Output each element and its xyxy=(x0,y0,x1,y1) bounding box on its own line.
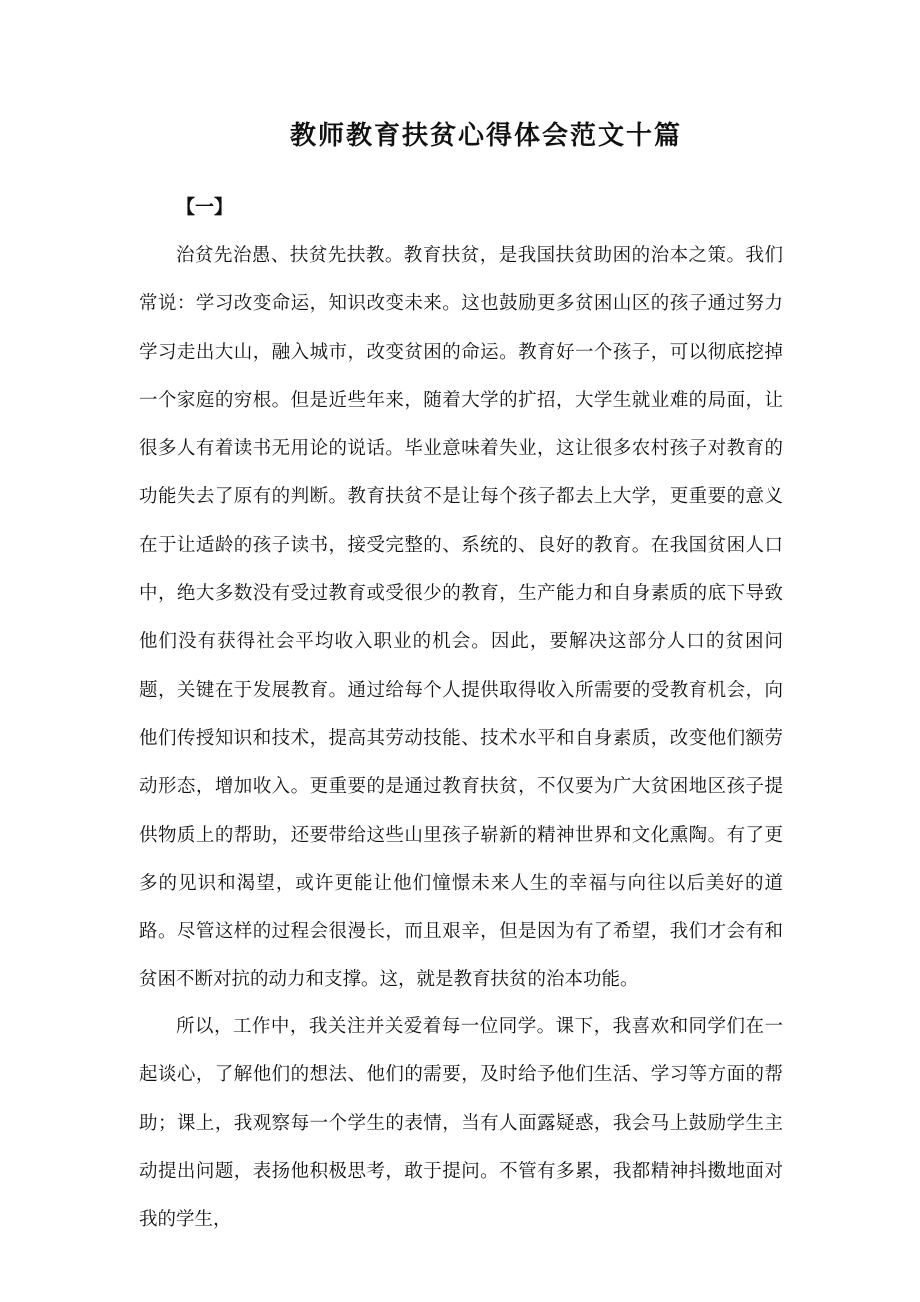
body-paragraph: 治贫先治愚、扶贫先扶教。教育扶贫，是我国扶贫助困的治本之策。我们常说：学习改变命运，知识改变未来。这也鼓励更多贫困山区的孩子通过努力学习走出大山，融入城市，改变贫困的命运。教育好一个孩子，可以彻底挖掉一个家庭的穷根。但是近些年来，随着大学的扩招，大学生就业难的局面，让很多人有着读书无用论的说话。毕业意味着失业，这让很多农村孩子对教育的功能失去了原有的判断。教育扶贫不是让每个孩子都去上大学，更重要的意义在于让适龄的孩子读书，接受完整的、系统的、良好的教育。在我国贫困人口中，绝大多数没有受过教育或受很少的教育，生产能力和自身素质的底下导致他们没有获得社会平均收入职业的机会。因此，要解决这部分人口的贫困问题，关键在于发展教育。通过给每个人提供取得收入所需要的受教育机会，向他们传授知识和技术，提高其劳动技能、技术水平和自身素质，改变他们额劳动形态，增加收入。更重要的是通过教育扶贫，不仅要为广大贫困地区孩子提供物质上的帮助，还要带给这些山里孩子崭新的精神世界和文化熏陶。有了更多的见识和渴望，或许更能让他们憧憬未来人生的幸福与向往以后美好的道路。尽管这样的过程会很漫长，而且艰辛，但是因为有了希望，我们才会有和贫困不断对抗的动力和支撑。这，就是教育扶贫的治本功能。 xyxy=(139,245,783,991)
document-title: 教师教育扶贫心得体会范文十篇 xyxy=(289,121,682,151)
section-heading: 【一】 xyxy=(176,196,234,218)
body-paragraph: 所以，工作中，我关注并关爱着每一位同学。课下，我喜欢和同学们在一起谈心，了解他们的想法、他们的需要，及时给予他们生活、学习等方面的帮助；课上，我观察每一个学生的表情，当有人面露疑惑，我会马上鼓励学生主动提出问题，表扬他积极思考，敢于提问。不管有多累，我都精神抖擞地面对我的学生， xyxy=(139,1016,783,1231)
